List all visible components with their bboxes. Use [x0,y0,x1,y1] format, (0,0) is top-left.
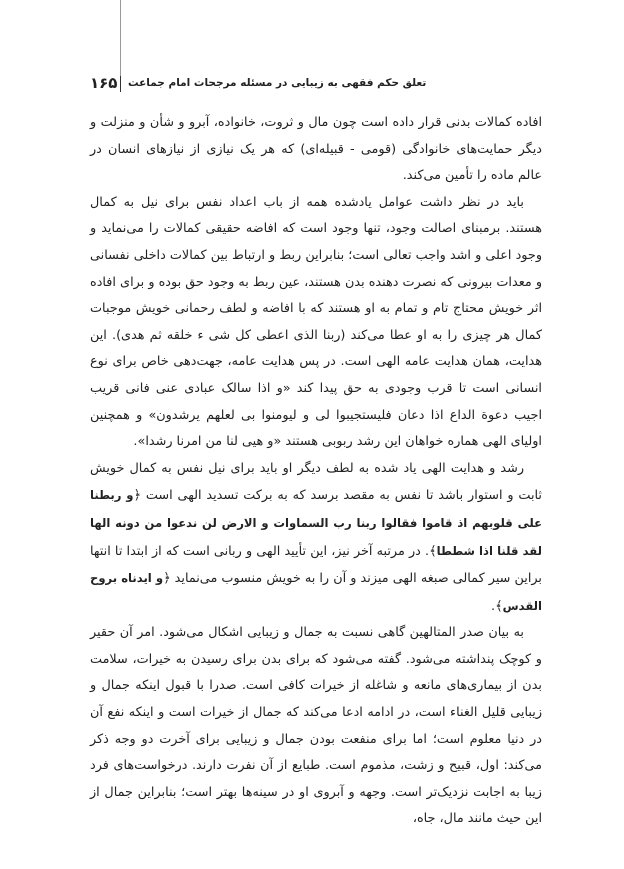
paragraph-2: باید در نظر داشت عوامل یادشده همه از باب اعداد نفس برای نیل به کمال هستند. برمبنای اصالت وجود، تنها وجود است که افاضه حقیقی کمالات را می‌نماید و وجود اعلی و اشد واجب تعالی است؛ بنابراین ربط و ارتباط بین کمالات داخلی نفسانی و معدات بیرونی که نصرت دهنده بدن هستند، عین ربط به وجود حق بوده و برای افاده اثر خویش محتاج تام و تمام به او هستند که با افاضه و لطف رحمانی خویش موجبات کمال هر چیزی را به او عطا می‌کند (ربنا الذی اعطی کل شی ء خلقه ثم هدی). این هدایت، همان هدایت عامه الهی است. در پس هدایت عامه، جهت‌دهی خاص برای نوع انسانی است تا قرب وجودی به حق پیدا کند «و اذا سالک عبادی عنی فانی قریب اجیب دعوة الداع اذا دعان فلیستجیبوا لی و لیومنوا بی لعلهم یرشدون» و همچنین اولیای الهی هماره خواهان این رشد ربوبی هستند «و هیی لنا من امرنا رشدا». [90,194,542,450]
running-title: تعلق حکم فقهی به زیبایی در مسئله مرجحات امام جماعت [128,77,427,89]
quran-quote-2: و ایدناه بروح القدس [90,571,542,613]
page-number: ۱۶۵ [90,74,118,92]
body-text [90,110,542,833]
header-divider [120,76,121,92]
paragraph-3-text-c: ﴾. [491,598,503,614]
paragraph-3 [90,456,542,621]
paragraph-3-text-a: رشد و هدایت الهی یاد شده به لطف دیگر او باید برای نیل نفس به کمال خویش ثابت و استوار باشد تا نفس به مقصد برسد که به برکت تسدید الهی است ﴿ [90,460,542,504]
page-header [0,74,624,98]
paragraph-1: افاده کمالات بدنی قرار داده است چون مال و ثروت، خانواده، آبرو و شأن و منزلت و دیگر حمایت‌های خانوادگی (قومی - قبیله‌ای) که هر یک نیازی از نیازهای انسان در عالم ماده را تأمین می‌کند. [90,115,542,184]
paragraph-3-text-b: ﴾. در مرتبه آخر نیز، این تأیید الهی و ربانی است که از ابتدا تا انتها براین سیر کمالی صبغه الهی میزند و آن را به خویش منسوب می‌نماید ﴿ [90,543,542,587]
quran-quote-1: و ربطنا علی قلوبهم اذ قاموا فقالوا ربنا رب السماوات و الارض لن ندعوا من دونه الها لقد قلنا اذا شططا [90,488,542,558]
paragraph-4: به بیان صدر المتالهین گاهی نسبت به جمال و زیبایی اشکال می‌شود. امر آن حقیر و کوچک پنداشته می‌شود. گفته می‌شود که برای بدن برای رسیدن به خیرات، سلامت بدن از بیماری‌های مانعه و شاغله از خیرات کافی است. صدرا با قبول اینکه جمال و زیبایی قلیل الغناء است، در ادامه ادعا می‌کند که جمال از خیرات است و اینکه نفع آن در دنیا معلوم است؛ اما برای منفعت بودن جمال و زیبایی برای آخرت دو وجه ذکر می‌کند: اول، قبیح و زشت، مذموم است. طبایع از آن نفرت دارند. درخواست‌های فرد زیبا به اجابت نزدیک‌تر است. وجهه و آبروی او در سینه‌ها بهتر است؛ بنابراین جمال از این حیث مانند مال، جاه، [90,625,542,827]
